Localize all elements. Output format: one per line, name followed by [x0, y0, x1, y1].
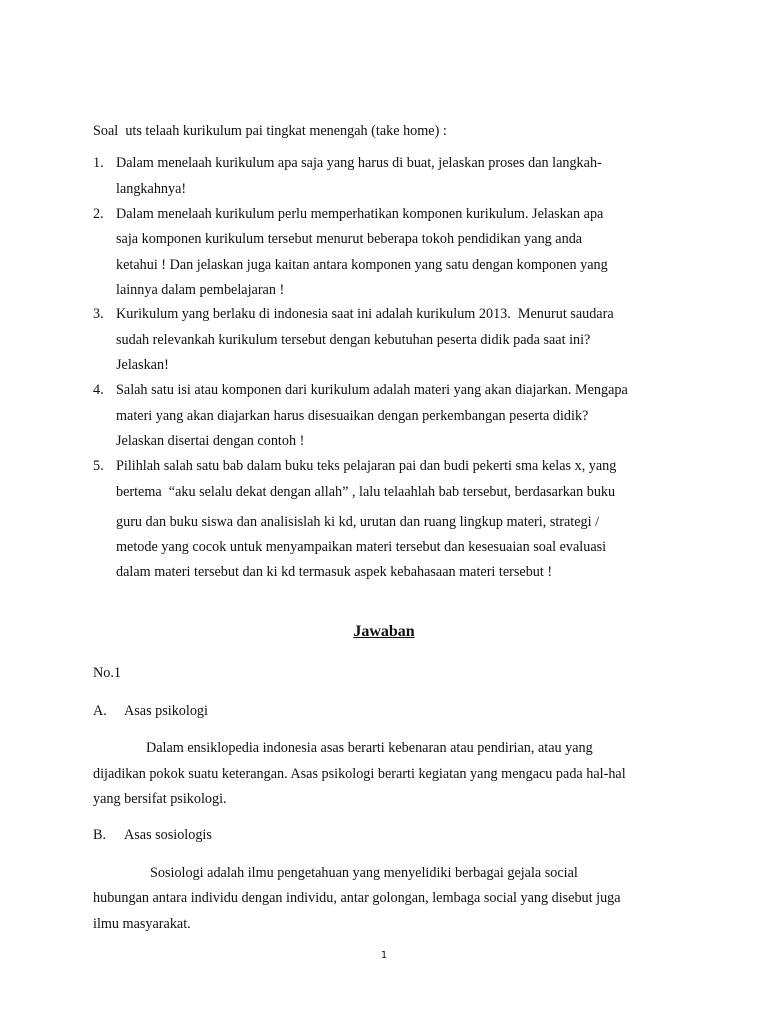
paragraph-line: Sosiologi adalah ilmu pengetahuan yang menyelidiki berbagai gejala social	[150, 865, 578, 881]
section-letter: A.	[93, 703, 107, 719]
section-title: Asas psikologi	[124, 703, 208, 719]
paragraph-line: dijadikan pokok suatu keterangan. Asas psikologi berarti kegiatan yang mengacu pada hal-hal	[93, 766, 626, 782]
paragraph-line: yang bersifat psikologi.	[93, 791, 227, 807]
section-title: Asas sosiologis	[124, 827, 212, 843]
question-line: lainnya dalam pembelajaran !	[116, 282, 285, 298]
question-number: 2.	[93, 206, 104, 222]
question-line: materi yang akan diajarkan harus disesuaikan dengan perkembangan peserta didik?	[116, 408, 589, 424]
paragraph-line: Dalam ensiklopedia indonesia asas berarti kebenaran atau pendirian, atau yang	[146, 740, 593, 756]
question-line: Dalam menelaah kurikulum apa saja yang harus di buat, jelaskan proses dan langkah-	[116, 155, 602, 171]
question-number: 1.	[93, 155, 104, 171]
question-number: 3.	[93, 306, 104, 322]
question-line: sudah relevankah kurikulum tersebut dengan kebutuhan peserta didik pada saat ini?	[116, 332, 591, 348]
page-number: 1	[380, 950, 388, 961]
intro-line: Soal uts telaah kurikulum pai tingkat menengah (take home) :	[93, 123, 447, 139]
answer-number: No.1	[93, 665, 121, 681]
question-line: Kurikulum yang berlaku di indonesia saat ini adalah kurikulum 2013. Menurut saudara	[116, 306, 614, 322]
question-number: 4.	[93, 382, 104, 398]
question-line: saja komponen kurikulum tersebut menurut beberapa tokoh pendidikan yang anda	[116, 231, 583, 247]
paragraph-line: ilmu masyarakat.	[93, 916, 191, 932]
section-letter: B.	[93, 827, 107, 843]
question-number: 5.	[93, 458, 104, 474]
paragraph-line: hubungan antara individu dengan individu, antar golongan, lembaga social yang disebut juga	[93, 890, 621, 906]
question-line: Jelaskan!	[116, 357, 169, 373]
question-line: metode yang cocok untuk menyampaikan materi tersebut dan kesesuaian soal evaluasi	[116, 539, 607, 555]
question-line: Pilihlah salah satu bab dalam buku teks pelajaran pai dan budi pekerti sma kelas x, yang	[116, 458, 617, 474]
question-line: Jelaskan disertai dengan contoh !	[116, 433, 305, 449]
question-line: ketahui ! Dan jelaskan juga kaitan antara komponen yang satu dengan komponen yang	[116, 257, 608, 273]
question-line: Dalam menelaah kurikulum perlu memperhatikan komponen kurikulum. Jelaskan apa	[116, 206, 604, 222]
question-line: bertema “aku selalu dekat dengan allah” , lalu telaahlah bab tersebut, berdasarkan buku	[116, 484, 616, 500]
question-line: dalam materi tersebut dan ki kd termasuk aspek kebahasaan materi tersebut !	[116, 564, 553, 580]
question-line: guru dan buku siswa dan analisislah ki kd, urutan dan ruang lingkup materi, strategi /	[116, 514, 600, 530]
question-line: langkahnya!	[116, 181, 187, 197]
answer-heading: Jawaban	[353, 623, 415, 640]
question-line: Salah satu isi atau komponen dari kurikulum adalah materi yang akan diajarkan. Mengapa	[116, 382, 628, 398]
